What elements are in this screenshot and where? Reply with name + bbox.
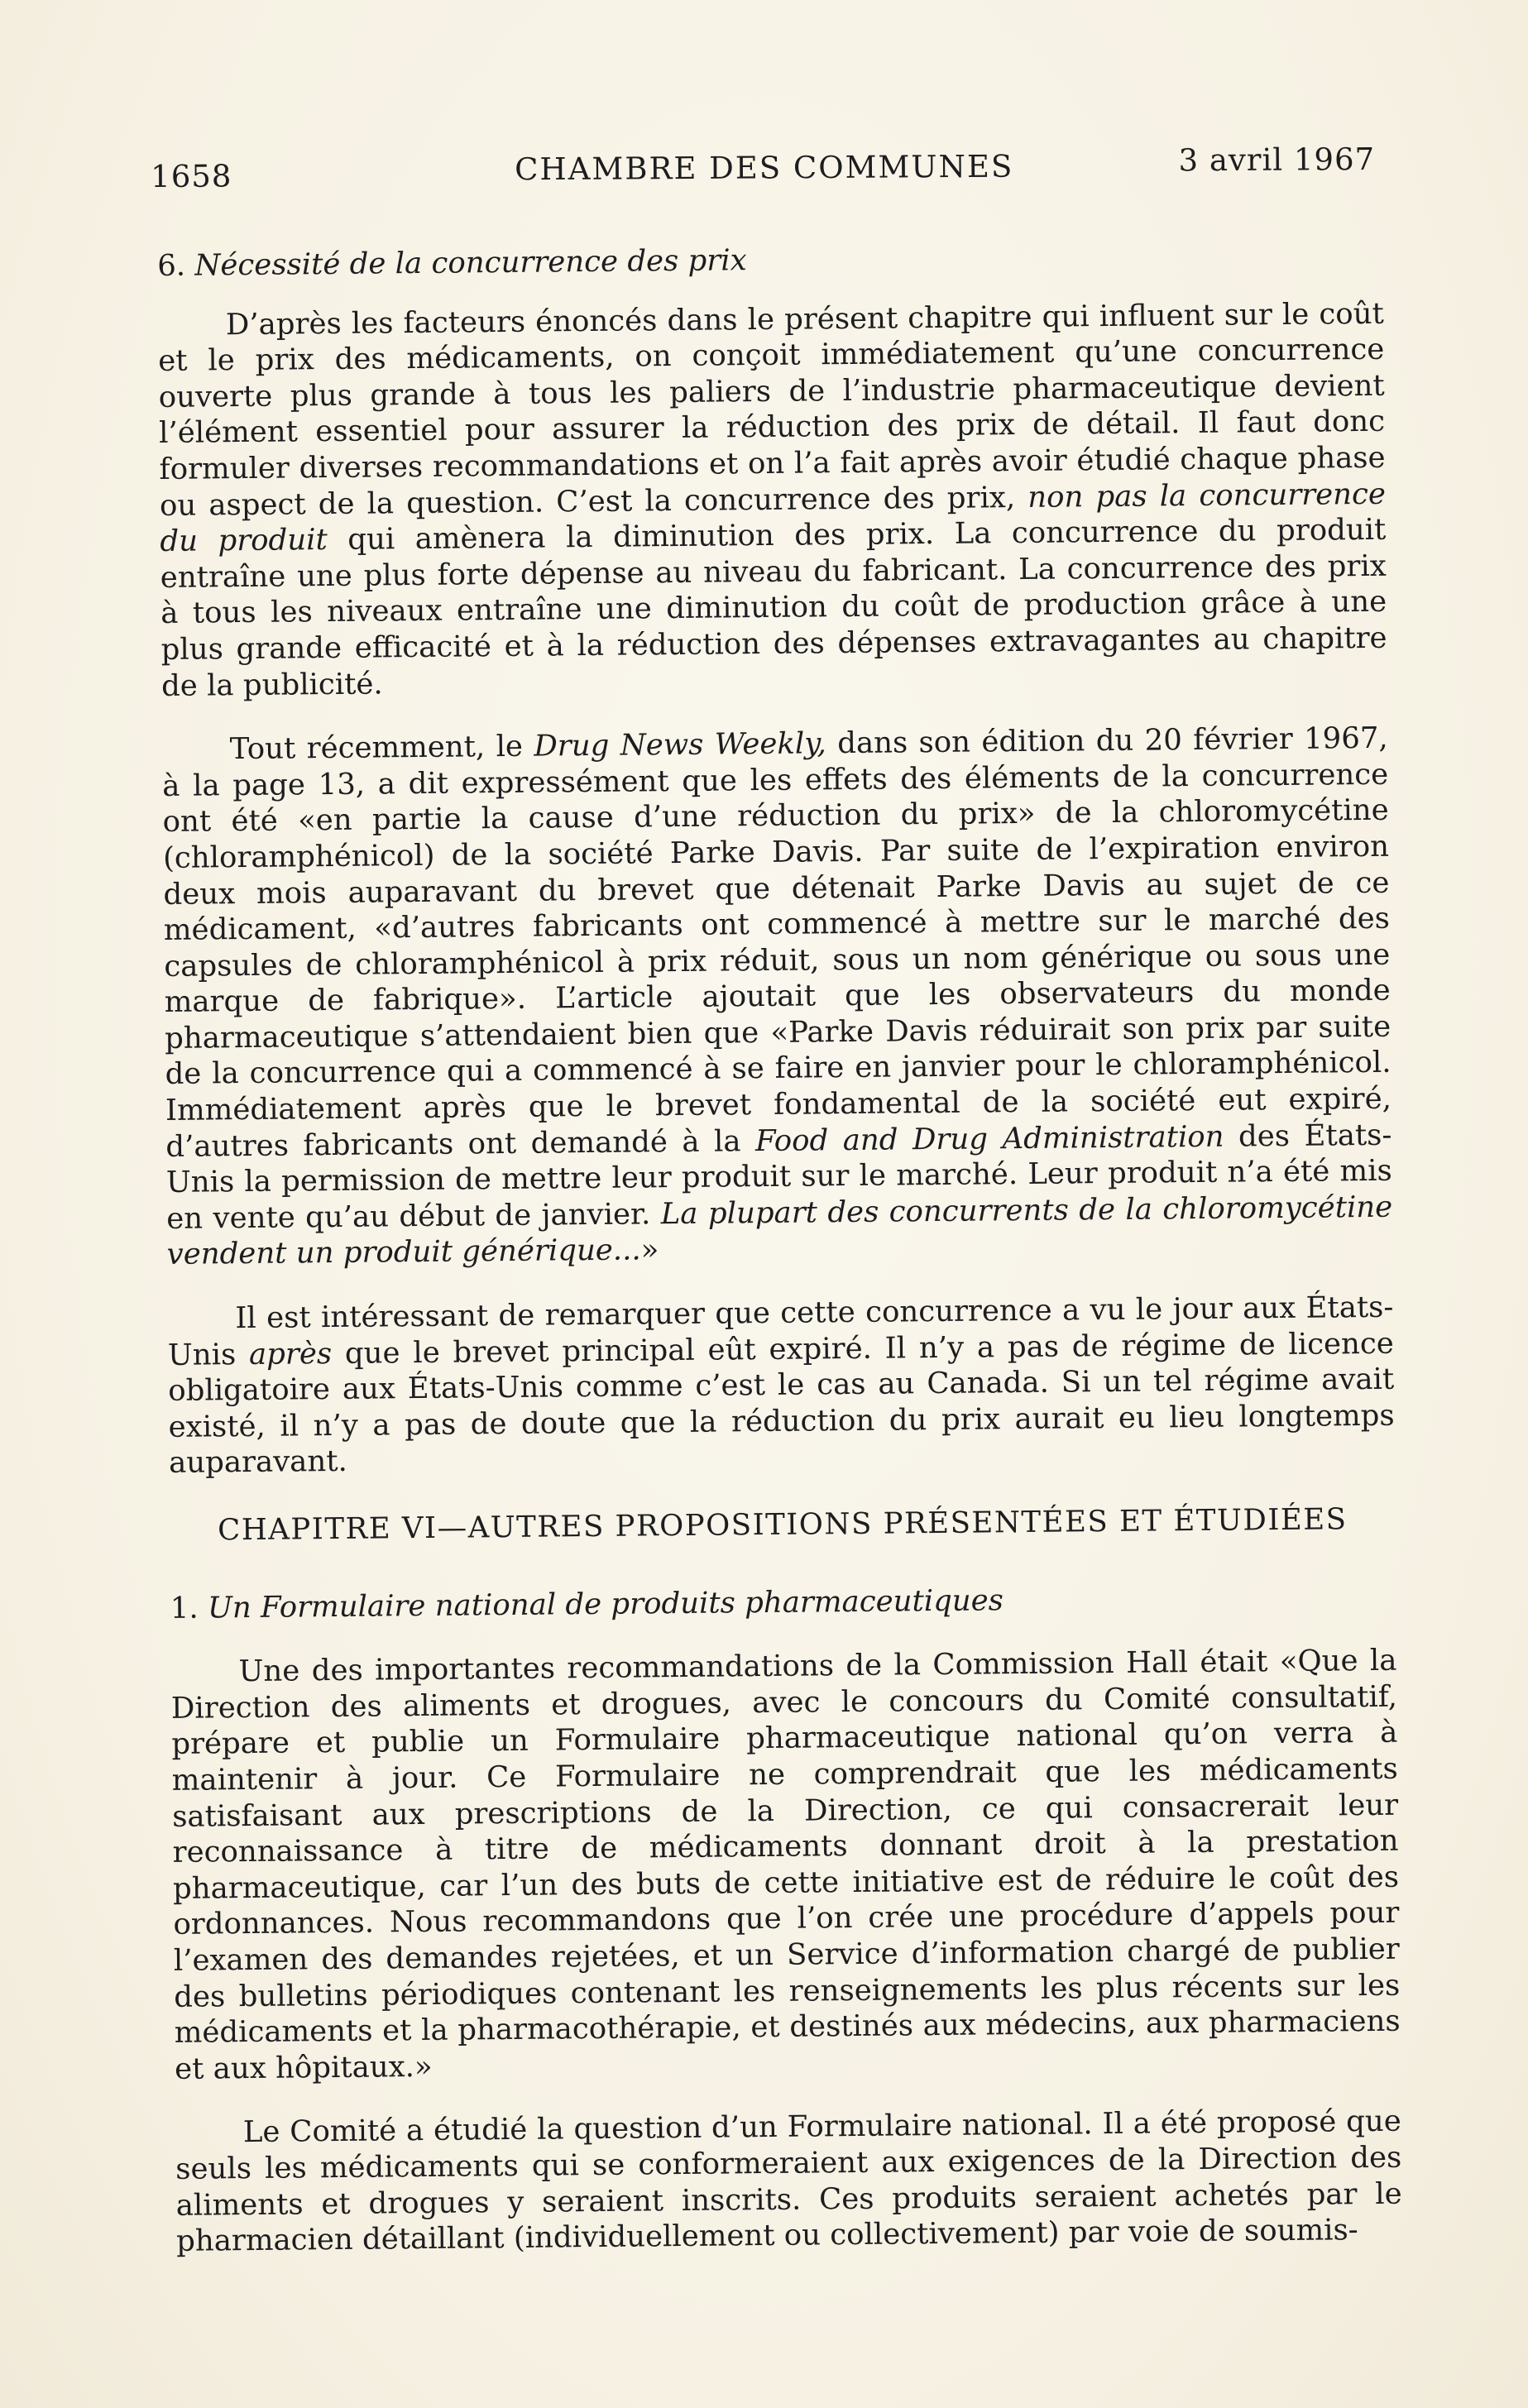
publication-title: Drug News Weekly, xyxy=(534,726,827,764)
paragraph-drug-news-weekly xyxy=(162,720,1393,1273)
paragraph-emphasis: après xyxy=(248,1336,333,1372)
section-heading-1 xyxy=(170,1578,1396,1626)
section-heading-6 xyxy=(157,237,1383,285)
agency-name: Food and Drug Administration xyxy=(754,1119,1224,1158)
paragraph-hall-commission: Une des importantes recommandations de la Commission Hall était «Que la Direction des aliments et drogues, avec le concours du Comité consultatif, prépare et publie un Formulaire pharmaceutique national qu’on verra à maintenir à jour. Ce Formulaire ne comprendrait que les médicaments satisfaisant aux prescriptions de la Direction, ce qui consacrerait leur reconnaissance à titre de médicaments donnant droit à la prestation pharmaceutique, car l’un des buts de cette initiative est de réduire le coût des ordonnances. Nous recommandons que l’on crée une procédure d’appels pour l’examen des demandes rejetées, et un Service d’information chargé de publier des bulletins périodiques contenant les renseignements les plus récents sur les médicaments et la pharmacothérapie, et destinés aux médecins, aux pharmaciens et aux hôpitaux.» xyxy=(170,1643,1401,2086)
paragraph-emphasis: non pas la concurrence du produit xyxy=(160,476,1387,559)
paragraph-us-competition xyxy=(167,1290,1395,1482)
paragraph-text: dans son édition du 20 février 1967, à la page 13, a dit expressément que les effets des éléments de la concurrence ont été «en partie la cause d’une réduction du prix» de la chloromycétine (chloramphénicol) de la société Parke Davis. Par suite de l’expiration environ deux mois auparavant du brevet que détenait Parke Davis au sujet de ce médicament, «d’autres fabricants ont commencé à mettre sur le marché des capsules de chloramphénicol à prix réduit, sous un nom générique ou sous une marque de fabrique». L’article ajoutait que les observateurs du monde pharmaceutique s’attendaient bien que «Parke Davis réduirait son prix par suite de la concurrence qui a commencé à se faire en janvier pour le chloramphénicol. Immédiatement après que le brevet fondamental de la société eut expiré, d’autres fabricants ont demandé à la xyxy=(162,720,1392,1164)
body-text xyxy=(157,237,1402,2260)
paragraph-price-competition xyxy=(158,295,1388,704)
paragraph-committee-study: Le Comité a étudié la question d’un Formulaire national. Il a été proposé que seuls les médicaments qui se conformeraient aux exigences de la Direction des aliments et drogues y seraient inscrits. Ces produits seraient achetés par le pharmacien détaillant (individuellement ou collectivement) par voie de soumis- xyxy=(175,2104,1402,2258)
header-date: 3 avril 1967 xyxy=(1178,141,1376,179)
section-number: 1. xyxy=(170,1591,199,1625)
section-title: Nécessité de la concurrence des prix xyxy=(194,243,747,283)
chapter-heading: CHAPITRE VI—AUTRES PROPOSITIONS PRÉSENTÉES ET ÉTUDIÉES xyxy=(217,1502,1348,1548)
paragraph-text: des États-Unis la permission de mettre leur produit sur le marché. Leur produit n’a été mis en vente qu’au début de janvier. xyxy=(165,1118,1392,1236)
paragraph-text: Il est intéressant de remarquer que cette concurrence a vu le jour aux États-Unis xyxy=(167,1290,1394,1372)
section-title: Un Formulaire national de produits pharmaceutiques xyxy=(207,1582,1004,1625)
section-number: 6. xyxy=(157,248,186,283)
closing-quote: » xyxy=(640,1233,659,1267)
running-header xyxy=(151,141,1375,199)
page-number: 1658 xyxy=(151,158,232,194)
paragraph-text: Tout récemment, le xyxy=(229,729,524,767)
paragraph-text: D’après les facteurs énoncés dans le présent chapitre qui influent sur le coût et le prix des médicaments, on conçoit immédiatement qu’une concurrence ouverte plus grande à tous les paliers de l’industrie pharmaceutique devient l’élément essentiel pour assurer la réduction des prix de détail. Il faut donc formuler diverses recommandations et on l’a fait après avoir étudié chaque phase ou aspect de la question. C’est la concurrence des prix, xyxy=(158,296,1386,523)
paragraph-text: que le brevet principal eût expiré. Il n’y a pas de régime de licence obligatoire aux États-Unis comme c’est le cas au Canada. Si un tel régime avait existé, il n’y a pas de doute que la réduction du prix aurait eu lieu longtemps auparavant. xyxy=(168,1326,1395,1481)
quoted-emphasis: La plupart des concurrents de la chloromycétine vendent un produit générique... xyxy=(166,1190,1393,1272)
running-title: CHAMBRE DES COMMUNES xyxy=(515,148,1014,188)
paragraph-text: qui amènera la diminution des prix. La concurrence du produit entraîne une plus forte dépense au niveau du fabricant. La concurrence des prix à tous les niveaux entraîne une diminution du coût de production grâce à une plus grande efficacité et à la réduction des dépenses extravagantes au chapitre de la publicité. xyxy=(160,512,1387,703)
